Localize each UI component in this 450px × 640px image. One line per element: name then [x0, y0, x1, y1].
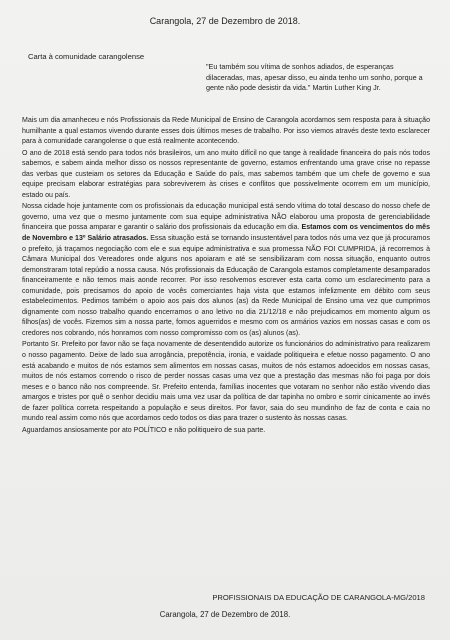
date-header: Carangola, 27 de Dezembro de 2018.	[149, 16, 301, 26]
paragraph-3-end: Essa situação está se tornando insustentável para todos nós uma vez que já procuramos o prefeito, já traçamos negociação com ele e sua equipe administrativa e sua promessa NÃO FOI CUMPRIDA, já recorremos à Câmara Municipal dos Vereadores onde alguns nos apoiaram e até se sensibilizaram com nossa situação, enquanto outros demonstraram total repúdio a nossa causa. Nós profissionais da Educação de Carangola estamos completamente desamparados financeiramente e não temos mais aonde recorrer. Por isso resolvemos escrever esta carta como um esclarecimento para a comunidade, pois precisamos do apoio de vocês comerciantes haja vista que estamos infelizmente em débito com seus estabelecimentos. Pedimos também o apoio aos pais dos alunos (as) da Rede Municipal de Ensino uma vez que cumprimos dignamente com nosso trabalho quando encerramos o ano letivo no dia 21/12/18 e não prejudicamos em momento algum os filhos(as) de vocês. Fizemos sim a nossa parte, fomos aguerridos e mesmo com os armários vazios em nossas casas e com os credores nos cobrando, nós honramos com nosso compromisso com os (as) alunos (as).	[22, 235, 430, 337]
paragraph-3-highlight: Estamos com os vencimentos do mês de Novembro e 13º Salário atrasados.	[22, 224, 431, 243]
salutation: Carta à comunidade carangolense	[28, 52, 145, 61]
signature: PROFISSIONAIS DA EDUCAÇÃO DE CARANGOLA-MG/2018	[212, 593, 425, 602]
epigraph-quote: "Eu também sou vítima de sonhos adiados, de esperanças dilaceradas, mas, apesar disso, eu ainda tenho um sonho, porque a gente não pode desistir da vida." Martin Luther King Jr.	[206, 62, 423, 93]
date-footer: Carangola, 27 de Dezembro de 2018.	[159, 610, 291, 619]
paragraph-3	[22, 202, 430, 339]
letter-body	[22, 116, 430, 437]
paragraph-2: O ano de 2018 está sendo para todos nós brasileiros, um ano muito difícil no que tange à realidade financeira do país nós todos sabemos, e sabem ainda melhor disso os nossos representante de governo, estamos enfrentando uma grave crise no repasse das verbas que custeiam os setores da Educação e Saúde do país, mas sabemos também que um chefe de governo e sua equipe precisam elaborar estratégias para sobreviverem às crises e conflitos que possivelmente ocorrem em um município, estado ou país.	[22, 149, 430, 199]
paragraph-3-start: Nossa cidade hoje juntamente com os profissionais da educação municipal está sendo vítima do total descaso do nosso chefe de governo, uma vez que o mesmo juntamente com sua equipe administrativa NÃO elaborou uma proposta de gerenciabilidade financeira que possa amparar e garantir o salário dos profissionais da educação em dia.	[22, 203, 430, 232]
paragraph-5: Aguardamos ansiosamente por ato POLÍTICO e não politiqueiro de sua parte.	[22, 426, 266, 434]
paragraph-1: Mais um dia amanheceu e nós Profissionais da Rede Municipal de Ensino de Carangola acordamos sem resposta para à situação humilhante a qual estamos vivendo durante esses dois últimos meses de trabalho. Por isso viemos através deste texto esclarecer para à comunidade carangolense o que está realmente acontecendo.	[22, 117, 430, 146]
paragraph-4: Portanto Sr. Prefeito por favor não se faça novamente de desentendido autorize os funcionários do administrativo para realizarem o nosso pagamento. Deixe de lado sua arrogância, prepotência, ironia, e vaidade politiqueira e efetue nosso pagamento. O ano está acabando e muitos de nós estamos sem alimentos em nossas casas, muitos de nós estamos adoecidos em nossas casas, muitos de nós estamos correndo o risco de perder nossas casas uma vez que a prestação das mesmas não foi paga por dois meses e o banco não nos compreende. Sr. Prefeito entenda, famílias inocentes que votaram no senhor não estão vivendo dias amargos e tristes por quê o senhor decidiu mais uma vez usar da política de dar tapinha no ombro e sorrir cinicamente ao invés de fazer política correta respeitando a população e seus direitos. Por favor, saia do seu mundinho de faz de conta e caia no mundo real assim como nós que acordamos cedo todos os dias para trazer o sustento às nossas casas.	[22, 341, 430, 423]
